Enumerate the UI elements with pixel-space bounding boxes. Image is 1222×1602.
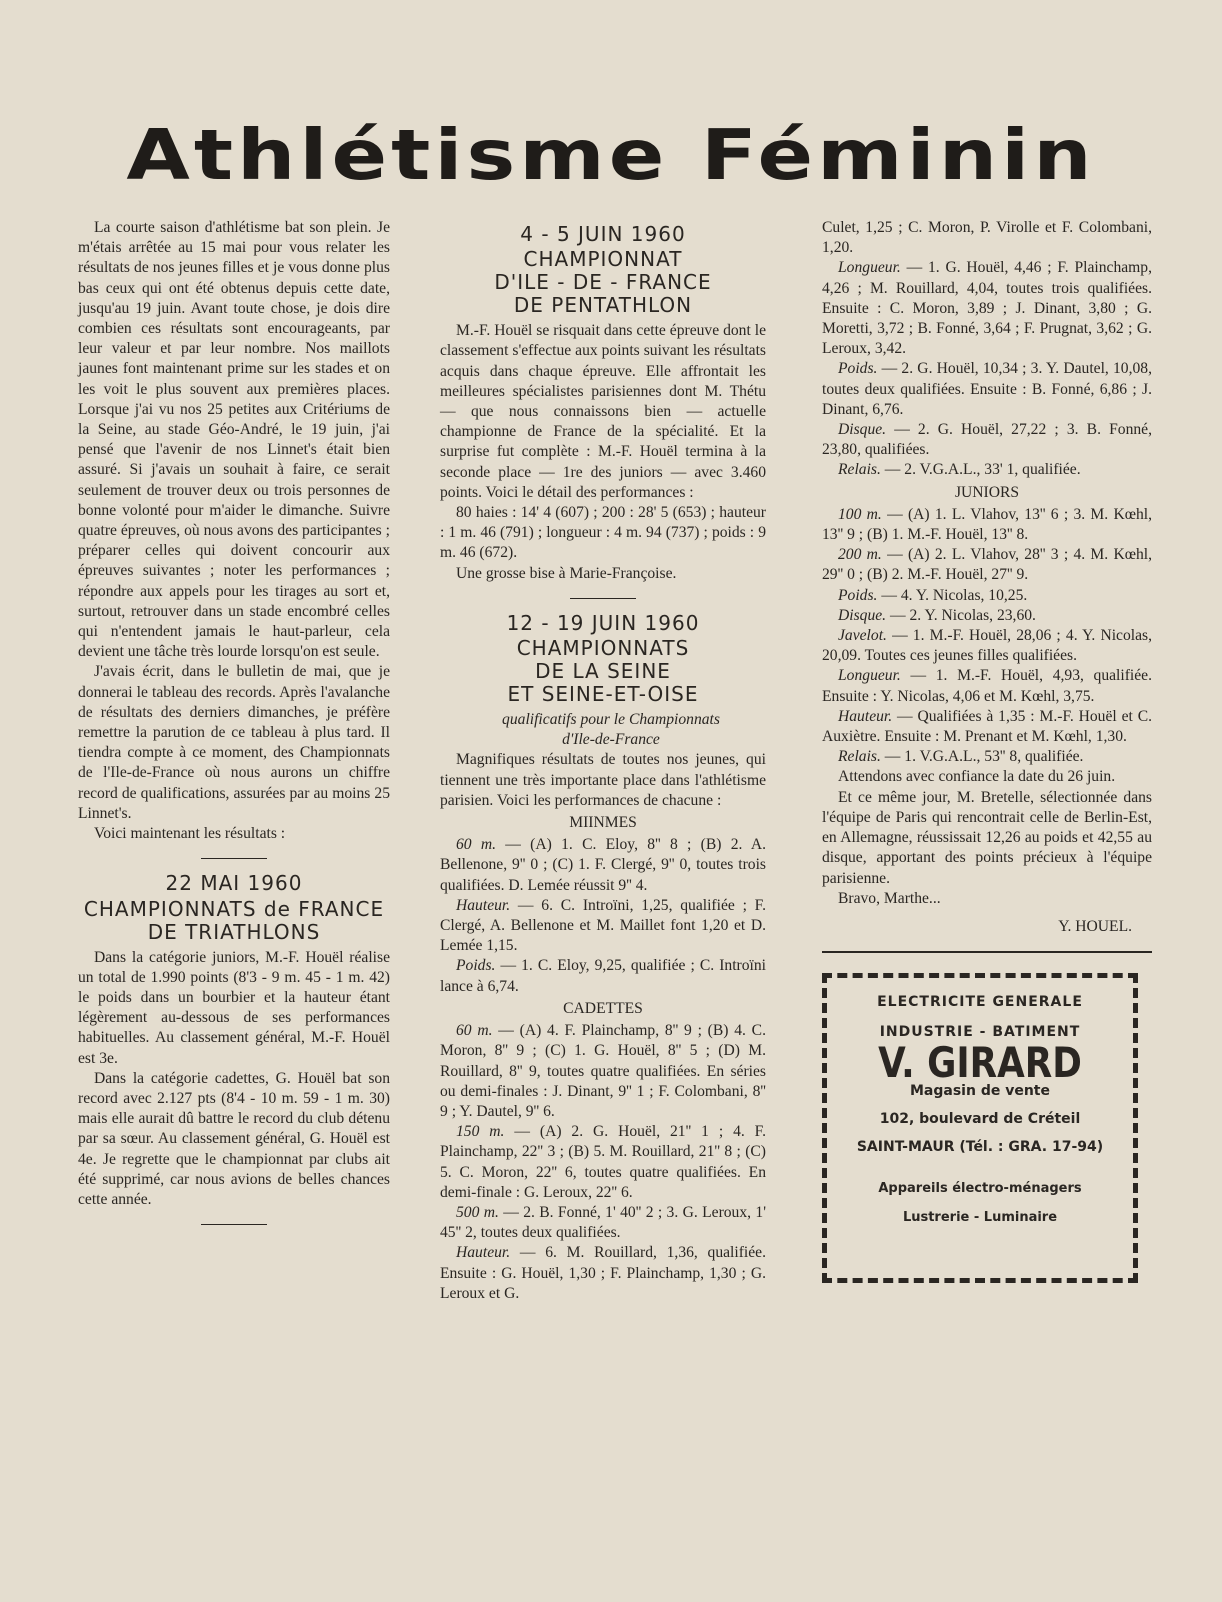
result-entry: Disque. — 2. G. Houël, 27,22 ; 3. B. Fonné, 23,80, qualifiées. [822, 421, 1152, 459]
paragraph: M.-F. Houël se risquait dans cette épreuve dont le classement s'effectue aux points suivant les résultats acquis dans chaque épreuve. Elle affrontait les meilleures spécialistes parisiennes dont M. Thétu — que nous connaissons bien — actuelle championne de France de la spécialité. Et la surprise fut complète : M.-F. Houël termina à la seconde place — 1re des juniors — avec 3.460 points. Voici le détail des performances : [440, 322, 766, 501]
paragraph: Culet, 1,25 ; C. Moron, P. Virolle et F. Colombani, 1,20. [822, 219, 1152, 257]
result-entry: 200 m. — (A) 2. L. Vlahov, 28'' 3 ; 4. M. Kœhl, 29'' 0 ; (B) 2. M.-F. Houël, 27'' 9. [822, 546, 1152, 584]
paragraph: La courte saison d'athlétisme bat son plein. Je m'étais arrêtée au 15 mai pour vous relater les résultats de nos jeunes filles et je vous donne plus bas ceux qui ont été obtenus depuis cette date, jusqu'au 19 juin. Avant toute chose, je dois dire combien ces résultats sont encourageants, par leur valeur et par leur nombre. Nos maillots jaunes font maintenant prime sur les stades et on les voit le plus souvent aux premières places. Lorsque j'ai vu nos 25 petites aux Critériums de la Seine, au stade Géo-André, le 19 juin, j'ai pensé que l'avenir de nos Linnet's était bien assuré. Si j'avais un souhait à faire, ce serait seulement de trouver deux ou trois personnes de bonne volonté pour m'aider le dimanche. Suivre quatre épreuves, où nous avons des participantes ; préparer celles qui doivent concourir aux épreuves suivantes ; noter les performances ; répondre aux appels pour les tirages au sort et, surtout, retrouver dans un stade encombré celles qui n'entendent jamais le haut-parleur, cela devient une tâche très lourde lorsqu'on est seule. [78, 219, 390, 661]
result-entry: Poids. — 2. G. Houël, 10,34 ; 3. Y. Dautel, 10,08, toutes deux qualifiées. Ensuite : B. Fonné, 6,86 ; J. Dinant, 6,76. [822, 360, 1152, 418]
section-date: 4 - 5 JUIN 1960 [520, 222, 686, 246]
ad-line: Magasin de vente [910, 1082, 1050, 1099]
ad-line: 102, boulevard de Créteil [879, 1110, 1081, 1127]
ad-line: Appareils électro-ménagers [878, 1181, 1082, 1197]
page-title: Athlétisme Féminin [126, 115, 1096, 196]
paragraph: Voici maintenant les résultats : [94, 825, 286, 843]
divider [201, 858, 267, 859]
result-entry: Poids. — 1. C. Eloy, 9,25, qualifiée ; C. Introïni lance à 6,74. [440, 957, 766, 995]
section-heading: CHAMPIONNAT D'ILE - DE - FRANCE DE PENTATHLON [494, 247, 712, 318]
column-3 [822, 218, 1152, 1283]
result-entry: Disque. — 2. Y. Nicolas, 23,60. [838, 606, 1036, 624]
result-entry: Longueur. — 1. G. Houël, 4,46 ; F. Plainchamp, 4,26 ; M. Rouillard, 4,04, toutes trois qualifiées. Ensuite : C. Moron, 3,89 ; J. Dinant, 3,80 ; G. Moretti, 3,72 ; B. Fonné, 3,64 ; F. Prugnat, 3,62 ; G. Leroux, 3,42. [822, 259, 1152, 358]
result-entry: Longueur. — 1. M.-F. Houël, 4,93, qualifiée. Ensuite : Y. Nicolas, 4,06 et M. Kœhl, 3,75. [822, 667, 1152, 705]
ad-line: SAINT-MAUR (Tél. : GRA. 17-94) [856, 1139, 1104, 1156]
column-1 [78, 218, 390, 1239]
result-entry: Hauteur. — 6. M. Rouillard, 1,36, qualifiée. Ensuite : G. Houël, 1,30 ; F. Plainchamp, 1,30 ; G. Leroux et G. [440, 1244, 766, 1302]
subtitle: qualificatifs pour le Championnats [502, 711, 720, 729]
divider [201, 1224, 267, 1225]
paragraph: Et ce même jour, M. Bretelle, sélectionnée dans l'équipe de Paris qui rencontrait celle de Berlin-Est, en Allemagne, réussissait 12,26 au poids et 42,55 au disque, apportant des points précieux à l'équipe parisienne. [822, 788, 1152, 887]
paragraph: Dans la catégorie cadettes, G. Houël bat son record avec 2.127 pts (8'4 - 10 m. 59 - 1 m. 30) mais elle aurait dû battre le record du club détenu par sa sœur. Au classement général, G. Houël est 4e. Je regrette que le championnat par clubs ait été supprimé, car nous avions de belles chances cette année. [78, 1069, 390, 1208]
result-entry: 500 m. — 2. B. Fonné, 1' 40'' 2 ; 3. G. Leroux, 1' 45'' 2, toutes deux qualifiées. [440, 1203, 767, 1242]
result-entry: 150 m. — (A) 2. G. Houël, 21'' 1 ; 4. F. Plainchamp, 22'' 3 ; (B) 5. M. Rouillard, 21'' 8 ; (C) 5. C. Moron, 22'' 6, toutes quatre qualifiées. En demi-finale : G. Leroux, 22'' 6. [440, 1123, 767, 1201]
category-heading: MIINMES [569, 814, 637, 832]
paragraph: Attendons avec confiance la date du 26 juin. [838, 768, 1116, 786]
result-entry: 60 m. — (A) 4. F. Plainchamp, 8'' 9 ; (B) 4. C. Moron, 8'' 9 ; (C) 1. G. Houël, 8'' 5 ; (D) M. Rouillard, 8'' 9, toutes quatre qualifiées. En séries ou demi-finales : J. Dinant, 9'' 1 ; F. Colombani, 8'' 9 ; Y. Dautel, 9'' 6. [440, 1022, 766, 1120]
section-heading: CHAMPIONNATS DE LA SEINE ET SEINE-ET-OISE [507, 636, 699, 707]
result-entry: 100 m. — (A) 1. L. Vlahov, 13'' 6 ; 3. M. Kœhl, 13'' 9 ; (B) 1. M.-F. Houël, 13'' 8. [822, 505, 1152, 544]
result-entry: Hauteur. — 6. C. Introïni, 1,25, qualifiée ; F. Clergé, A. Bellenone et M. Maillet font 1,20 et D. Lemée 1,15. [440, 896, 766, 955]
result-entry: Poids. — 4. Y. Nicolas, 10,25. [838, 586, 1028, 604]
paragraph: Dans la catégorie juniors, M.-F. Houël réalise un total de 1.990 points (8'3 - 9 m. 45 - 1 m. 42) le poids dans un bourbier et la hauteur étant légèrement au-dessous de ses performances habituelles. Au classement général, M.-F. Houël est 3e. [78, 948, 390, 1067]
column-2 [440, 218, 766, 1304]
section-heading: CHAMPIONNATS de FRANCE DE TRIATHLONS [83, 896, 385, 944]
paragraph: Bravo, Marthe... [838, 889, 941, 907]
result-entry: Javelot. — 1. M.-F. Houël, 28,06 ; 4. Y. Nicolas, 20,09. Toutes ces jeunes filles qualifiées. [822, 627, 1152, 665]
result-entry: Relais. — 2. V.G.A.L., 33' 1, qualifiée. [838, 461, 1081, 479]
paragraph: J'avais écrit, dans le bulletin de mai, que je donnerai le tableau des records. Après l'avalanche de résultats des derniers dimanches, je préfère remettre la parution de ce tableau à plus tard. Il tiendra compte à ce moment, des Championnats de l'Ile-de-France où nous aurons un chiffre record de qualifications, assurées par au moins 25 Linnet's. [78, 663, 390, 822]
result-entry: 60 m. — (A) 1. C. Eloy, 8'' 8 ; (B) 2. A. Bellenone, 9'' 0 ; (C) 1. F. Clergé, 9'' 0, toutes trois qualifiées. D. Lemée réussit 9'' 4. [440, 836, 766, 894]
category-heading: JUNIORS [954, 483, 1020, 501]
subtitle: d'Ile-de-France [562, 731, 660, 749]
result-entry: Hauteur. — Qualifiées à 1,35 : M.-F. Houël et C. Auxiètre. Ensuite : M. Prenant et M. Kœhl, 1,30. [822, 707, 1152, 746]
category-heading: CADETTES [563, 999, 643, 1017]
section-date: 22 MAI 1960 [165, 871, 303, 896]
ad-line: Lustrerie - Luminaire [902, 1209, 1058, 1225]
ad-line: INDUSTRIE - BATIMENT [879, 1024, 1081, 1041]
result-entry: Relais. — 1. V.G.A.L., 53'' 8, qualifiée. [838, 748, 1084, 766]
ad-line: ELECTRICITE GENERALE [877, 994, 1083, 1011]
paragraph: Magnifiques résultats de toutes nos jeunes, qui tiennent une très importante place dans l'athlétisme parisien. Voici les performances de chacune : [440, 751, 766, 809]
paragraph: 80 haies : 14' 4 (607) ; 200 : 28' 5 (653) ; hauteur : 1 m. 46 (791) ; longueur : 4 m. 94 (737) ; poids : 9 m. 46 (672). [440, 504, 766, 562]
section-date: 12 - 19 JUIN 1960 [506, 610, 700, 635]
signature: Y. HOUEL. [1058, 917, 1132, 935]
ad-name: V. GIRARD [878, 1037, 1082, 1087]
divider [822, 951, 1152, 953]
divider [570, 598, 636, 599]
paragraph: Une grosse bise à Marie-Françoise. [456, 564, 677, 582]
advertisement [822, 973, 1138, 1283]
